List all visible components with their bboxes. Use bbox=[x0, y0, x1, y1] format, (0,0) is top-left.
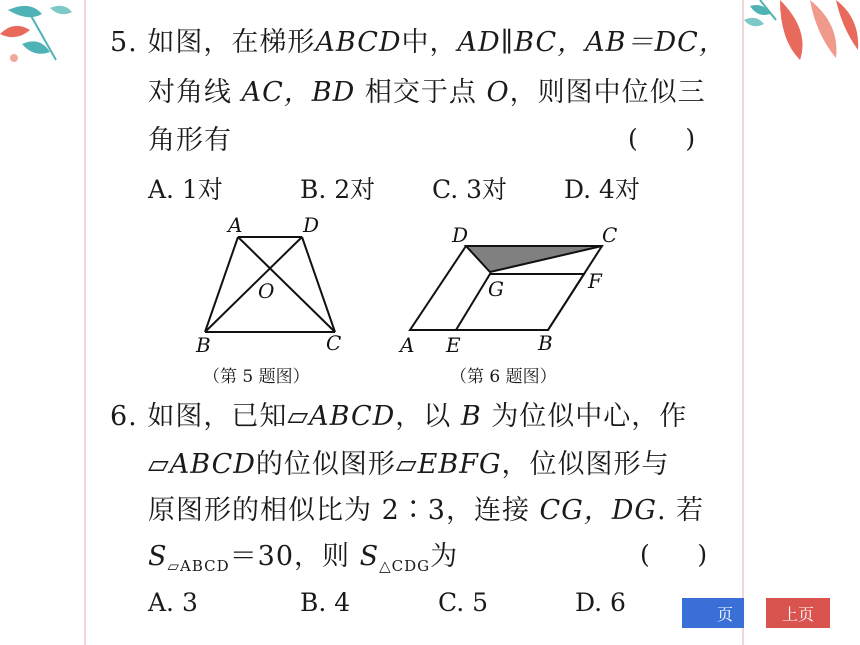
previous-page-button[interactable] bbox=[766, 598, 830, 628]
q6-label-a: A bbox=[400, 333, 415, 357]
q6-var: ▱EBFG bbox=[395, 449, 502, 480]
q6-option-d: D. 6 bbox=[575, 588, 626, 617]
q6-var: CG，DG bbox=[539, 495, 657, 526]
q5-var: AD∥BC，AB＝DC， bbox=[457, 27, 727, 58]
q5-edge-dc bbox=[302, 237, 335, 332]
q5-label-b: B bbox=[196, 333, 211, 357]
q5-text: 中， bbox=[401, 27, 458, 58]
q6-option-c: C. 5 bbox=[438, 588, 489, 617]
q5-answer-blank: ( ) bbox=[628, 124, 696, 153]
q6-line2 bbox=[148, 448, 670, 482]
q6-option-a: A. 3 bbox=[148, 588, 198, 617]
q5-var: O bbox=[486, 77, 510, 108]
q5-line1 bbox=[110, 26, 727, 60]
q6-var: ▱ABCD bbox=[287, 401, 396, 432]
q6-label-f: F bbox=[588, 269, 602, 293]
q6-shaded-triangle-cdg bbox=[466, 246, 602, 272]
q5-text: 如图，在梯形 bbox=[147, 27, 316, 58]
q5-line3 bbox=[148, 124, 232, 158]
q6-answer-blank: ( ) bbox=[640, 540, 708, 569]
q6-line1 bbox=[110, 400, 687, 434]
left-frame-line bbox=[84, 0, 86, 645]
q6-label-c: C bbox=[602, 223, 618, 247]
q6-parallelogram-ebfg bbox=[456, 274, 584, 330]
q6-option-b: B. 4 bbox=[300, 588, 351, 617]
right-frame-line bbox=[742, 0, 744, 645]
q6-figure-caption: （第 6 题图） bbox=[450, 367, 557, 387]
q6-var: S bbox=[359, 541, 380, 572]
q6-label-e: E bbox=[446, 333, 461, 357]
q5-var: AC，BD bbox=[241, 77, 356, 108]
q6-text: ，以 bbox=[395, 401, 452, 432]
q6-text: . 若 bbox=[657, 495, 705, 526]
q5-text: 相交于点 bbox=[364, 77, 477, 108]
q5-option-b: B. 2对 bbox=[300, 175, 376, 204]
q6-subscript: △CDG bbox=[379, 557, 431, 575]
q6-text: 为 bbox=[430, 541, 459, 572]
q6-var: ▱ABCD bbox=[148, 449, 256, 480]
q5-number: 5. bbox=[110, 27, 138, 58]
q6-label-d: D bbox=[452, 223, 469, 247]
flower-decoration-top-right bbox=[740, 0, 860, 70]
q5-text: 角形有 bbox=[148, 125, 232, 156]
q5-trapezoid-figure bbox=[190, 210, 360, 360]
q6-parallelogram-figure bbox=[398, 220, 628, 360]
q5-label-d: D bbox=[303, 213, 320, 237]
q6-text: ，位似图形与 bbox=[501, 449, 670, 480]
q5-label-o: O bbox=[258, 279, 275, 303]
next-page-label: 页 bbox=[716, 604, 733, 624]
q5-option-c: C. 3对 bbox=[432, 175, 508, 204]
q5-line2 bbox=[148, 76, 706, 110]
q6-line4 bbox=[148, 540, 458, 583]
q5-text: 对角线 bbox=[148, 77, 232, 108]
q5-label-a: A bbox=[228, 213, 243, 237]
previous-page-label: 上页 bbox=[781, 604, 814, 624]
q6-text: 的位似图形 bbox=[255, 449, 396, 480]
leaf-decoration-top-left bbox=[0, 0, 80, 70]
q6-subscript: ▱ABCD bbox=[167, 557, 230, 575]
q5-label-c: C bbox=[326, 331, 342, 355]
q6-text: ＝30，则 bbox=[229, 541, 351, 572]
q6-var: B bbox=[460, 401, 482, 432]
q6-var: S bbox=[148, 541, 168, 572]
q5-edge-ab bbox=[205, 237, 238, 332]
next-page-button[interactable] bbox=[682, 598, 744, 628]
q6-text: 如图，已知 bbox=[147, 401, 288, 432]
q6-label-g: G bbox=[488, 277, 504, 301]
q5-figure-caption: （第 5 题图） bbox=[203, 367, 310, 387]
q6-text: 原图形的相似比为 2∶3，连接 bbox=[148, 495, 530, 526]
q5-text: ，则图中位似三 bbox=[509, 77, 706, 108]
q6-number: 6. bbox=[110, 401, 138, 432]
q5-option-d: D. 4对 bbox=[564, 175, 640, 204]
q6-label-b: B bbox=[538, 331, 553, 355]
q5-option-a: A. 1对 bbox=[148, 175, 223, 204]
q5-var: ABCD bbox=[315, 27, 402, 58]
q6-line3 bbox=[148, 494, 704, 528]
q6-text: 为位似中心，作 bbox=[491, 401, 688, 432]
